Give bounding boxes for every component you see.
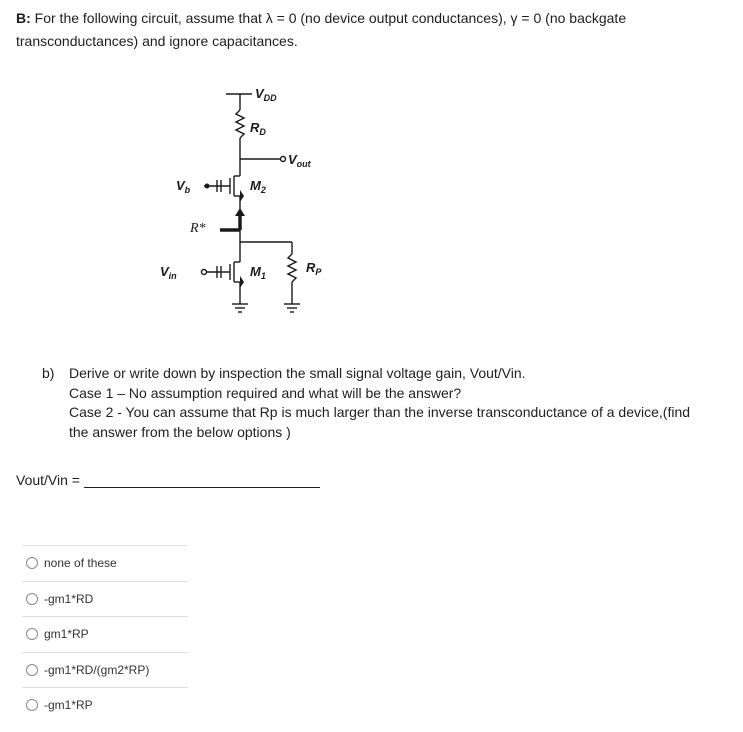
option-label: -gm1*RD: [44, 591, 94, 606]
answer-label: Vout/Vin =: [16, 472, 80, 488]
option-label: -gm1*RP: [44, 698, 93, 713]
vb-label: $V_b$: [176, 178, 191, 195]
rp-label: $R_P$: [306, 260, 322, 277]
problem-label: B:: [16, 10, 31, 26]
radio-button[interactable]: [26, 699, 38, 711]
radio-button[interactable]: [26, 593, 38, 605]
option-neg-gm1-rd[interactable]: [22, 581, 188, 617]
question-line-2: Case 1 – No assumption required and what will be the answer?: [69, 384, 462, 401]
question-letter: b): [42, 365, 55, 381]
vout-label: $V_{out}$: [288, 152, 311, 169]
question-line-1: Derive or write down by inspection the small signal voltage gain, Vout/Vin.: [69, 365, 526, 381]
vdd-label: $V_{DD}$: [255, 86, 277, 103]
answer-options: [22, 545, 188, 723]
option-gm1-rp[interactable]: [22, 616, 188, 652]
answer-row: [16, 472, 320, 488]
radio-button[interactable]: [26, 664, 38, 676]
m2-label: $M_2$: [250, 178, 266, 195]
radio-button[interactable]: [26, 557, 38, 569]
option-label: -gm1*RD/(gm2*RP): [44, 662, 150, 677]
question-block: [42, 364, 732, 442]
problem-text-1: For the following circuit, assume that λ = 0 (no device output conductances), γ = 0 (no backgate: [34, 10, 627, 26]
option-neg-gm1-rp[interactable]: [22, 687, 188, 723]
rstar-label: R*: [190, 221, 206, 236]
problem-line-1: [16, 7, 716, 30]
vin-label: $V_{in}$: [160, 264, 177, 281]
question-line-4: the answer from the below options ): [69, 423, 291, 440]
rd-label: $R_D$: [250, 120, 266, 137]
option-none-of-these[interactable]: [22, 545, 188, 581]
circuit-diagram: [140, 72, 360, 334]
problem-statement: [16, 7, 716, 53]
option-label: gm1*RP: [44, 627, 89, 642]
m1-label: $M_1$: [250, 264, 266, 281]
radio-button[interactable]: [26, 628, 38, 640]
option-neg-gm1-rd-over-gm2-rp[interactable]: [22, 652, 188, 688]
option-label: none of these: [44, 556, 117, 571]
question-line-3: Case 2 - You can assume that Rp is much larger than the inverse transconductance of a device,(find: [69, 404, 691, 420]
answer-blank[interactable]: [84, 472, 320, 488]
problem-line-2: transconductances) and ignore capacitances.: [16, 33, 298, 49]
